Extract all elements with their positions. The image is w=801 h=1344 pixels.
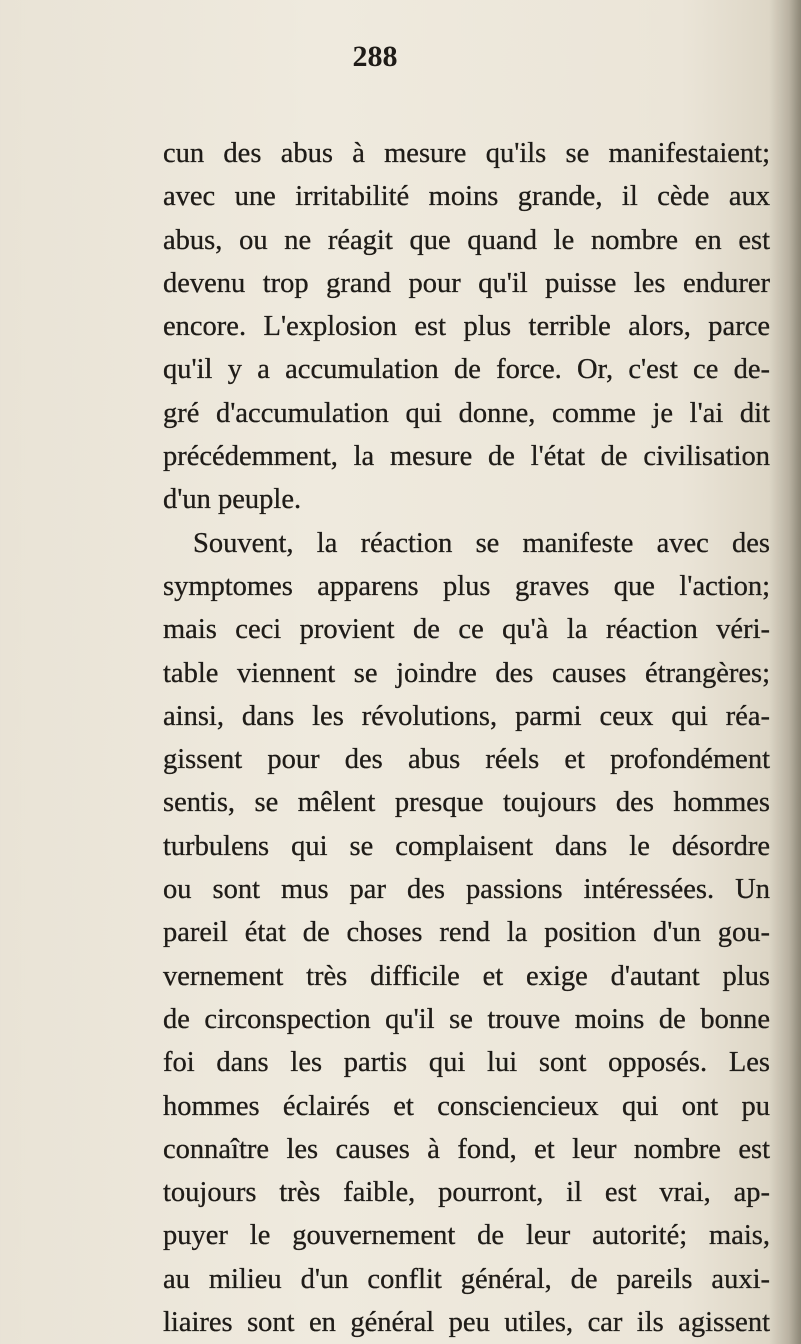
- text-line: au milieu d'un conflit général, de pareils auxi-: [163, 1263, 770, 1295]
- text-line: symptomes apparens plus graves que l'action;: [163, 570, 770, 602]
- body-text: [163, 132, 770, 1344]
- text-line: sentis, se mêlent presque toujours des hommes: [163, 787, 770, 819]
- text-line: de circonspection qu'il se trouve moins de bonne: [163, 1003, 770, 1035]
- text-line: mais ceci provient de ce qu'à la réaction véri-: [163, 614, 770, 646]
- text-line: encore. L'explosion est plus terrible alors, parce: [163, 311, 770, 343]
- text-line: turbulens qui se complaisent dans le désordre: [163, 830, 770, 862]
- text-line: pareil état de choses rend la position d'un gou-: [163, 917, 770, 949]
- text-line: ou sont mus par des passions intéressées. Un: [163, 874, 770, 906]
- text-line: cun des abus à mesure qu'ils se manifestaient;: [163, 138, 770, 169]
- text-line: gré d'accumulation qui donne, comme je l'ai dit: [163, 397, 770, 429]
- text-line: abus, ou ne réagit que quand le nombre en est: [163, 224, 770, 256]
- text-line: connaître les causes à fond, et leur nombre est: [163, 1133, 770, 1165]
- text-line: Souvent, la réaction se manifeste avec des: [193, 527, 770, 559]
- text-line: ainsi, dans les révolutions, parmi ceux qui réa-: [163, 700, 770, 732]
- page-number: 288: [352, 40, 398, 73]
- text-line: précédemment, la mesure de l'état de civilisation: [163, 441, 770, 473]
- text-line: liaires sont en général peu utiles, car ils agissent: [163, 1307, 770, 1339]
- text-line: table viennent se joindre des causes étrangères;: [163, 657, 770, 689]
- text-line: toujours très faible, pourront, il est vrai, ap-: [163, 1177, 770, 1209]
- text-line: d'un peuple.: [163, 484, 302, 516]
- text-line: vernement très difficile et exige d'autant plus: [163, 960, 770, 992]
- text-line: devenu trop grand pour qu'il puisse les endurer: [163, 267, 770, 299]
- text-line: hommes éclairés et consciencieux qui ont pu: [163, 1090, 770, 1122]
- text-line: puyer le gouvernement de leur autorité; mais,: [163, 1220, 770, 1252]
- text-line: avec une irritabilité moins grande, il cède aux: [163, 181, 770, 213]
- text-line: qu'il y a accumulation de force. Or, c'est ce de-: [163, 354, 770, 386]
- text-line: gissent pour des abus réels et profondément: [163, 744, 770, 776]
- text-line: foi dans les partis qui lui sont opposés. Les: [163, 1047, 770, 1079]
